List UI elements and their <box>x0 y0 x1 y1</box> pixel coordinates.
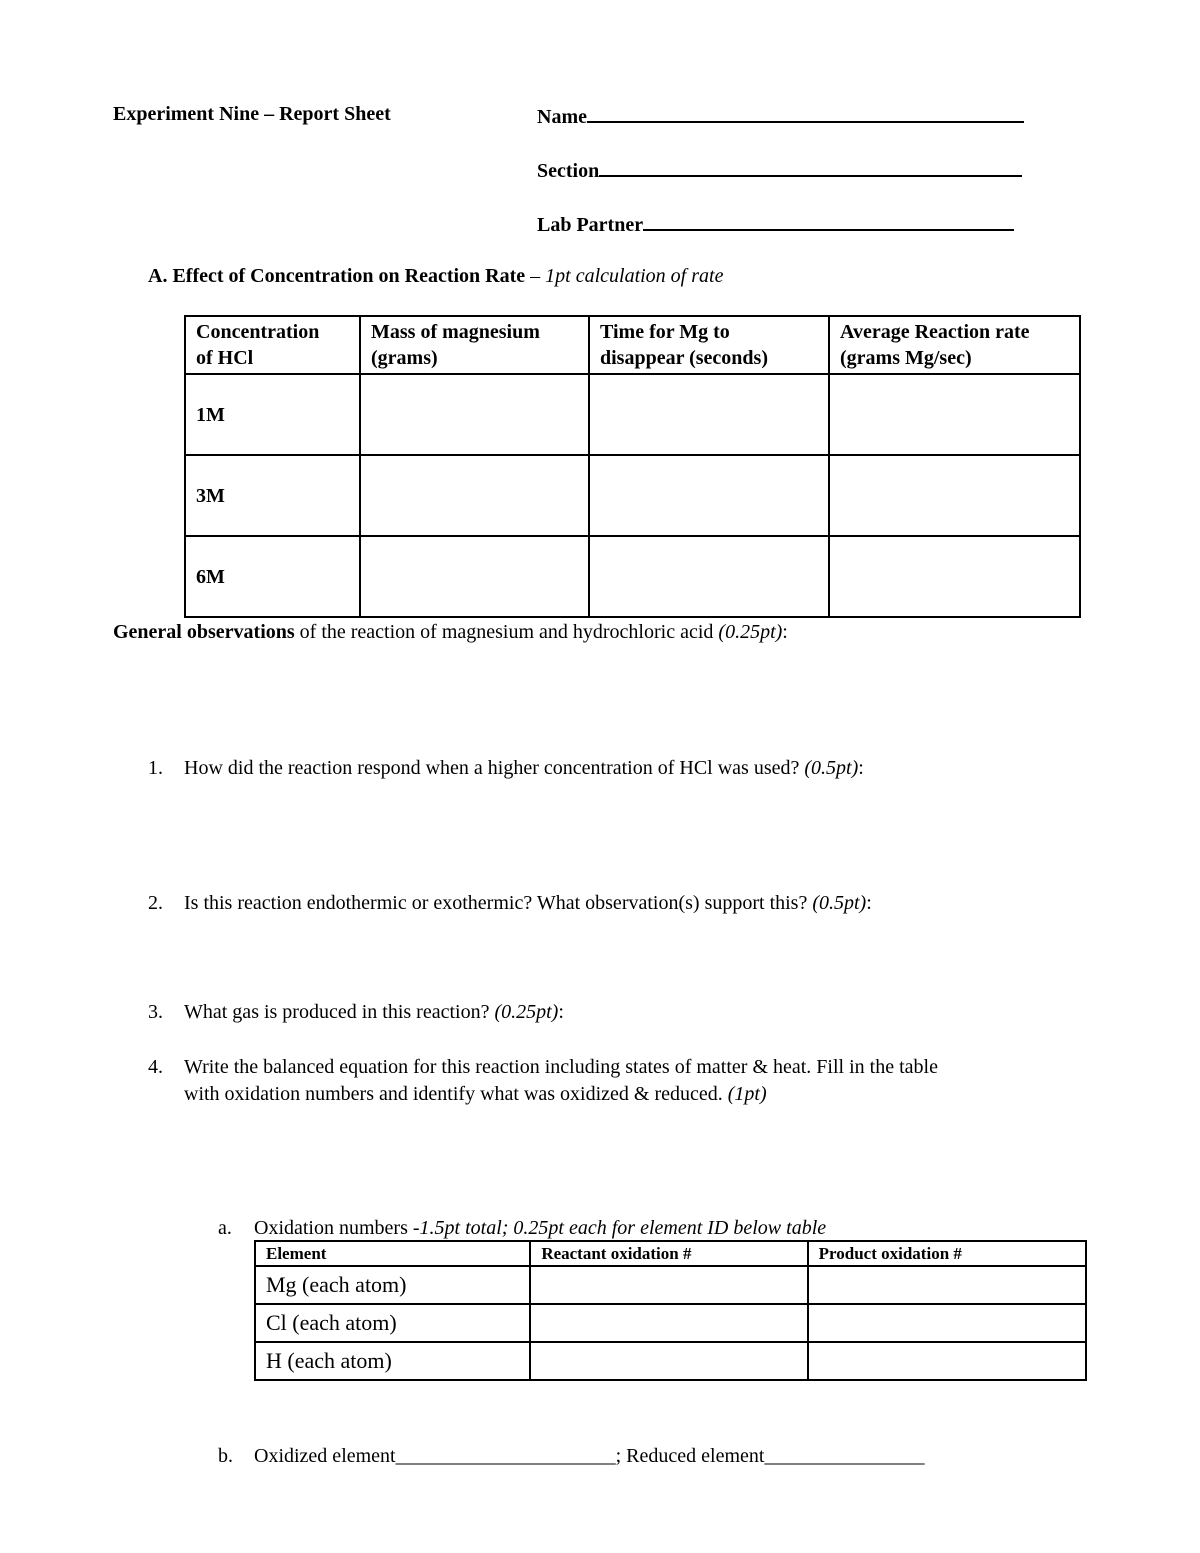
name-field <box>537 103 1024 129</box>
name-line[interactable] <box>587 103 1024 123</box>
question-4-text-2: with oxidation numbers and identify what was oxidized & reduced. <box>184 1083 728 1105</box>
element-mg: Mg (each atom) <box>255 1266 530 1304</box>
mass-cell-6m[interactable] <box>360 536 589 617</box>
oxidation-table <box>254 1240 1087 1381</box>
mass-cell-1m[interactable] <box>360 374 589 455</box>
reactant-ox-h[interactable] <box>530 1342 807 1380</box>
rate-table-header-row <box>185 316 1080 374</box>
section-line[interactable] <box>599 157 1022 177</box>
question-4 <box>148 1054 938 1108</box>
sub-a-label: a. <box>218 1217 232 1239</box>
question-3-points: (0.25pt) <box>494 1001 559 1023</box>
concentration-6m: 6M <box>185 536 360 617</box>
rate-header-concentration: Concentration of HCl <box>185 316 360 374</box>
section-a-dash: – <box>525 265 546 287</box>
reactant-ox-cl[interactable] <box>530 1304 807 1342</box>
partner-field <box>537 211 1014 237</box>
question-1-number: 1. <box>148 757 163 779</box>
name-label: Name <box>537 106 587 128</box>
rate-table <box>184 315 1081 618</box>
question-1-text: How did the reaction respond when a higher concentration of HCl was used? <box>184 757 805 779</box>
question-2-number: 2. <box>148 892 163 914</box>
question-4-number: 4. <box>148 1056 163 1078</box>
sub-a <box>218 1217 826 1240</box>
rate-cell-1m[interactable] <box>829 374 1080 455</box>
time-cell-3m[interactable] <box>589 455 829 536</box>
element-h: H (each atom) <box>255 1342 530 1380</box>
sub-b-text: Oxidized element______________________; Reduced element________________ <box>254 1445 925 1467</box>
product-ox-mg[interactable] <box>808 1266 1086 1304</box>
section-a-heading <box>148 265 723 288</box>
mass-cell-3m[interactable] <box>360 455 589 536</box>
rate-header-time: Time for Mg to disappear (seconds) <box>589 316 829 374</box>
ox-header-product: Product oxidation # <box>808 1241 1086 1266</box>
time-cell-1m[interactable] <box>589 374 829 455</box>
question-2-points: (0.5pt) <box>812 892 867 914</box>
ox-header-reactant: Reactant oxidation # <box>530 1241 807 1266</box>
table-row <box>185 536 1080 617</box>
question-2: 2. Is this reaction endothermic or exothermic? What observation(s) support this? (0.5pt): <box>148 892 872 914</box>
sub-a-text: Oxidation numbers - <box>254 1217 420 1239</box>
partner-line[interactable] <box>643 211 1014 231</box>
report-title: Experiment Nine – Report Sheet <box>113 103 391 125</box>
rate-header-mass: Mass of magnesium (grams) <box>360 316 589 374</box>
section-a-points: 1pt calculation of rate <box>545 265 724 287</box>
section-field <box>537 157 1022 183</box>
question-3-number: 3. <box>148 1001 163 1023</box>
rate-cell-3m[interactable] <box>829 455 1080 536</box>
observations-bold: General observations <box>113 621 295 643</box>
product-ox-cl[interactable] <box>808 1304 1086 1342</box>
time-cell-6m[interactable] <box>589 536 829 617</box>
question-2-text: Is this reaction endothermic or exothermic? What observation(s) support this? <box>184 892 813 914</box>
question-1-points: (0.5pt) <box>804 757 859 779</box>
observations-points: (0.25pt) <box>718 621 783 643</box>
concentration-1m: 1M <box>185 374 360 455</box>
question-4-text: Write the balanced equation for this reaction including states of matter & heat. Fill in the table <box>184 1056 938 1078</box>
table-row <box>255 1304 1086 1342</box>
question-3-text: What gas is produced in this reaction? <box>184 1001 495 1023</box>
table-row <box>185 455 1080 536</box>
sub-a-points: 1.5pt total; 0.25pt each for element ID below table <box>419 1217 827 1239</box>
sub-b-label: b. <box>218 1445 233 1467</box>
ox-header-element: Element <box>255 1241 530 1266</box>
question-3: 3. What gas is produced in this reaction? (0.25pt): <box>148 1001 564 1023</box>
rate-header-rate: Average Reaction rate (grams Mg/sec) <box>829 316 1080 374</box>
observations-prompt: General observations of the reaction of magnesium and hydrochloric acid (0.25pt): <box>113 621 788 643</box>
concentration-3m: 3M <box>185 455 360 536</box>
partner-label: Lab Partner <box>537 214 644 236</box>
observations-text: of the reaction of magnesium and hydrochloric acid <box>294 621 719 643</box>
table-row <box>255 1342 1086 1380</box>
question-1: 1. How did the reaction respond when a higher concentration of HCl was used? (0.5pt): <box>148 757 864 779</box>
product-ox-h[interactable] <box>808 1342 1086 1380</box>
sub-b <box>218 1445 924 1468</box>
table-row <box>185 374 1080 455</box>
element-cl: Cl (each atom) <box>255 1304 530 1342</box>
table-row <box>255 1266 1086 1304</box>
question-4-points: (1pt) <box>727 1083 767 1105</box>
section-label: Section <box>537 160 600 182</box>
section-a-title: A. Effect of Concentration on Reaction Rate <box>148 265 526 287</box>
oxidation-header-row <box>255 1241 1086 1266</box>
reactant-ox-mg[interactable] <box>530 1266 807 1304</box>
rate-cell-6m[interactable] <box>829 536 1080 617</box>
